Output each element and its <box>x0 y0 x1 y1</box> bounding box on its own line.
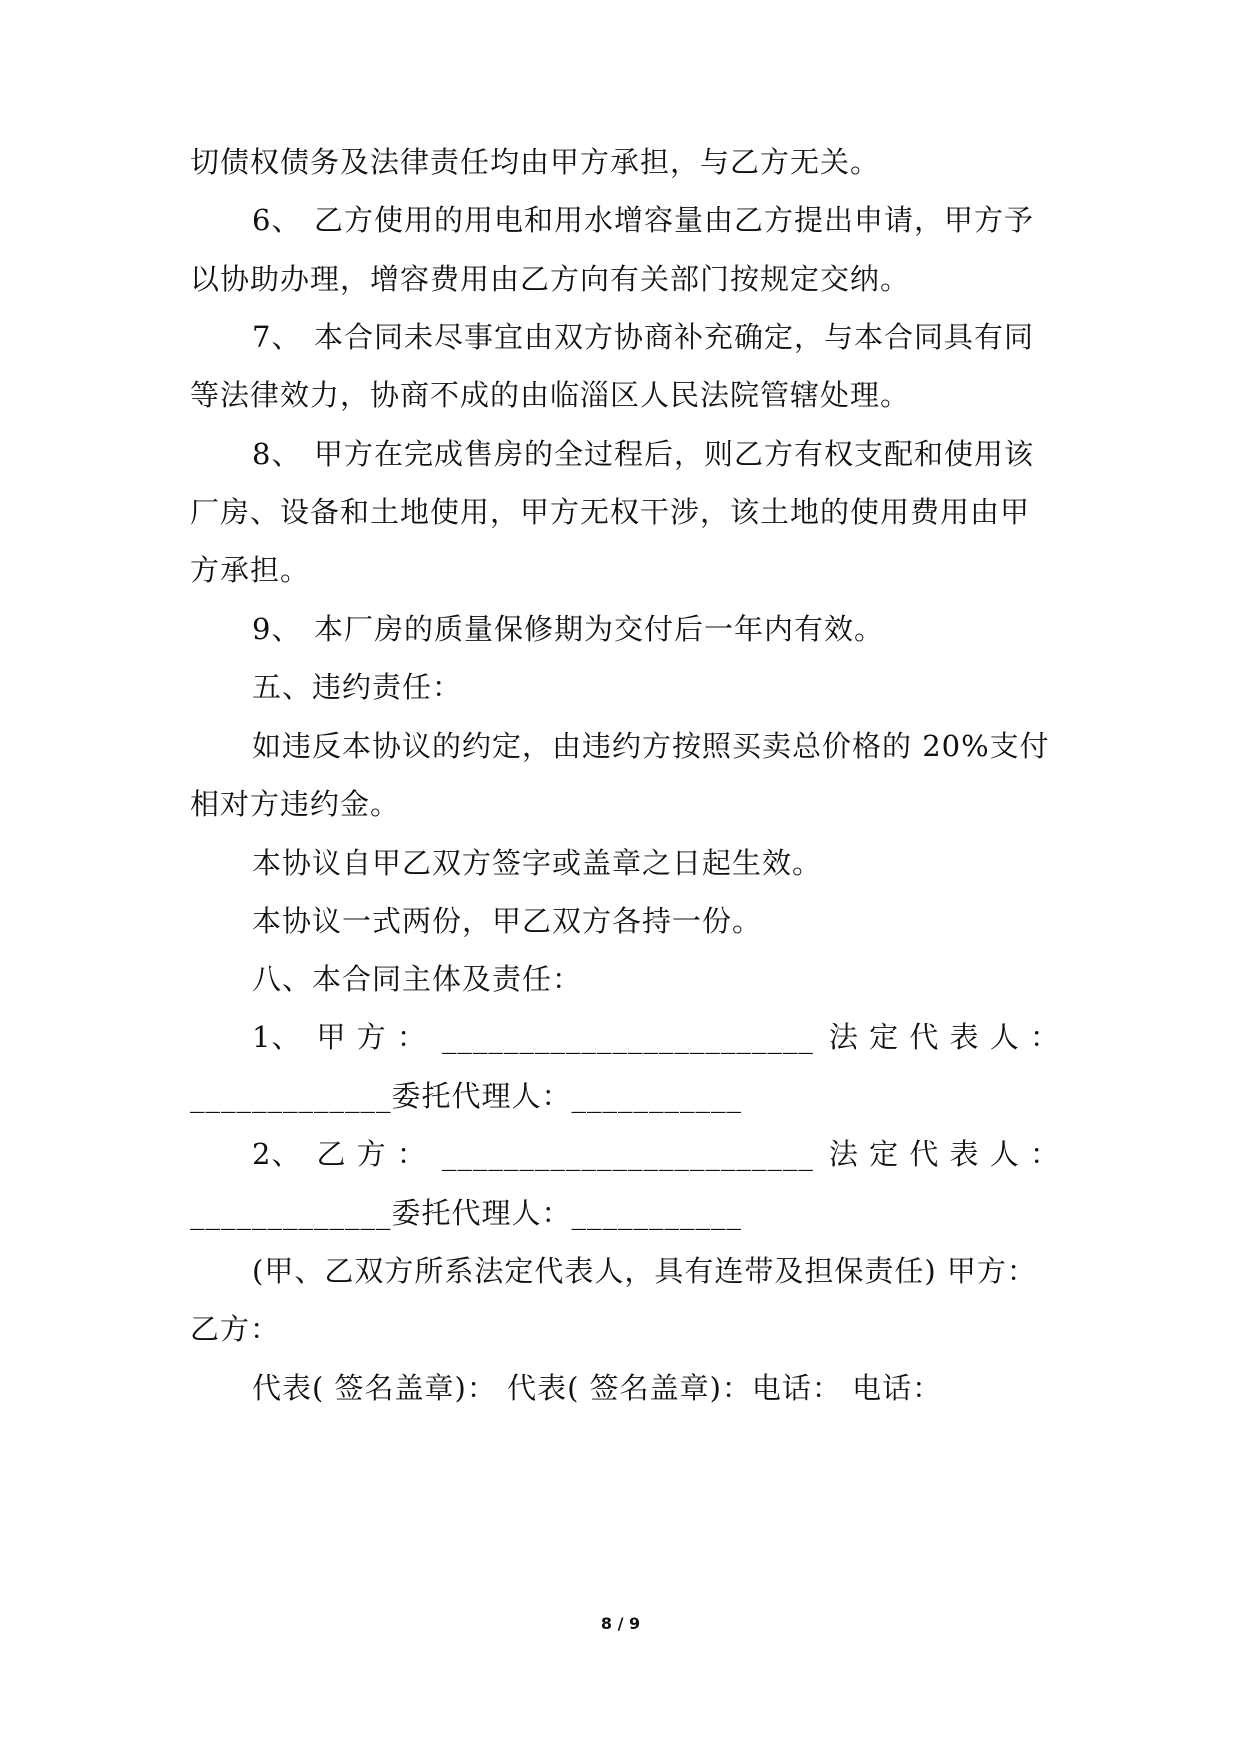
clause-6-line <box>252 200 1122 240</box>
party-label: 乙 方 ： <box>316 1137 427 1171</box>
clause-8-line <box>252 434 1122 474</box>
paragraph-line: 等法律效力，协商不成的由临淄区人民法院管辖处理。 <box>190 378 911 412</box>
clause-text: 本厂房的质量保修期为交付后一年内有效。 <box>314 612 885 646</box>
legal-rep-label: 法 定 代 表 人 ： <box>828 1020 1060 1054</box>
legal-rep-label: 法 定 代 表 人 ： <box>828 1137 1060 1171</box>
section-heading: 五、违约责任： <box>252 670 463 704</box>
party-blank: ________________________ <box>441 1137 814 1171</box>
paragraph-line: 以协助办理，增容费用由乙方向有关部门按规定交纳。 <box>190 262 911 296</box>
clause-9-line <box>252 609 1122 649</box>
party-a-row <box>252 1017 1060 1057</box>
section-heading: 八、本合同主体及责任： <box>252 962 583 996</box>
clause-7-line <box>252 317 1122 357</box>
paragraph-line: 厂房、设备和土地使用，甲方无权干涉，该土地的使用费用由甲 <box>190 495 1031 529</box>
paragraph-line: 切债权债务及法律责任均由甲方承担，与乙方无关。 <box>190 145 881 179</box>
paragraph-line: 相对方违约金。 <box>190 787 401 821</box>
clause-text: 乙方使用的用电和用水增容量由乙方提出申请，甲方予 <box>314 203 1035 237</box>
clause-number: 6、 <box>252 203 302 237</box>
paragraph-line: 乙方： <box>190 1312 281 1346</box>
paragraph-line: 方承担。 <box>190 553 311 587</box>
paragraph-line: 如违反本协议的约定，由违约方按照买卖总价格的 20%支付 <box>252 729 1050 763</box>
party-number: 1、 <box>252 1020 302 1054</box>
page-number: 8 / 9 <box>600 1614 641 1633</box>
paragraph-line: 本协议一式两份，甲乙双方各持一份。 <box>252 904 763 938</box>
agent-line: _____________委托代理人：___________ <box>190 1196 743 1230</box>
clause-text: 甲方在完成售房的全过程后，则乙方有权支配和使用该 <box>314 437 1035 471</box>
party-blank: ________________________ <box>441 1020 814 1054</box>
party-label: 甲 方 ： <box>316 1020 427 1054</box>
clause-number: 7、 <box>252 320 302 354</box>
agent-line: _____________委托代理人：___________ <box>190 1079 743 1113</box>
paragraph-line: (甲、乙双方所系法定代表人，具有连带及担保责任) 甲方： <box>252 1254 1037 1288</box>
clause-text: 本合同未尽事宜由双方协商补充确定，与本合同具有同 <box>314 320 1035 354</box>
party-b-row <box>252 1134 1060 1174</box>
signature-line: 代表( 签名盖章)： 代表( 签名盖章)：电话： 电话： <box>252 1371 943 1405</box>
clause-number: 9、 <box>252 612 302 646</box>
party-number: 2、 <box>252 1137 302 1171</box>
paragraph-line: 本协议自甲乙双方签字或盖章之日起生效。 <box>252 846 823 880</box>
clause-number: 8、 <box>252 437 302 471</box>
